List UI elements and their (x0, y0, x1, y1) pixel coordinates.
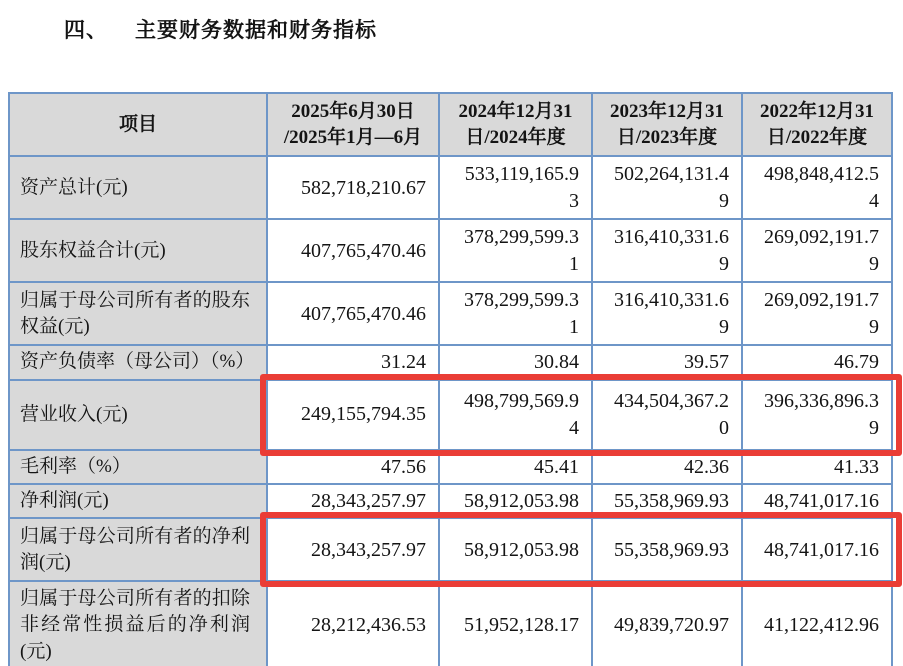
section-title (64, 14, 377, 44)
row-value: 46.79 (742, 345, 892, 379)
financial-data-table (8, 92, 893, 666)
row-label: 股东权益合计(元) (9, 219, 267, 282)
row-value: 41,122,412.96 (742, 581, 892, 666)
table-row (9, 156, 892, 219)
row-value: 55,358,969.93 (592, 484, 742, 518)
row-label: 营业收入(元) (9, 380, 267, 450)
table-row (9, 345, 892, 379)
column-header-period (267, 93, 439, 156)
row-value: 502,264,131.49 (592, 156, 742, 219)
row-value: 42.36 (592, 450, 742, 484)
row-label: 归属于母公司所有者的扣除非经常性损益后的净利润(元) (9, 581, 267, 666)
period-line-1: 2024年12月31 (458, 101, 573, 122)
row-value: 47.56 (267, 450, 439, 484)
row-label: 归属于母公司所有者的股东权益(元) (9, 282, 267, 345)
row-value: 28,343,257.97 (267, 518, 439, 581)
column-header-period (439, 93, 592, 156)
row-label: 资产负债率（母公司）（%） (9, 345, 267, 379)
row-label: 毛利率（%） (9, 450, 267, 484)
row-value: 51,952,128.17 (439, 581, 592, 666)
table-row (9, 581, 892, 666)
table-header-row (9, 93, 892, 156)
row-value: 582,718,210.67 (267, 156, 439, 219)
row-value: 30.84 (439, 345, 592, 379)
column-header-period (592, 93, 742, 156)
period-line-2: /2025年1月—6月 (283, 126, 423, 148)
row-value: 269,092,191.79 (742, 282, 892, 345)
row-value: 396,336,896.39 (742, 380, 892, 450)
column-header-item: 项目 (9, 93, 267, 156)
row-value: 41.33 (742, 450, 892, 484)
row-value: 39.57 (592, 345, 742, 379)
period-line-1: 2022年12月31 (759, 101, 874, 122)
row-value: 407,765,470.46 (267, 219, 439, 282)
column-header-period (742, 93, 892, 156)
row-value: 49,839,720.97 (592, 581, 742, 666)
table-header (9, 93, 892, 156)
table-row (9, 518, 892, 581)
row-value: 533,119,165.93 (439, 156, 592, 219)
table-row (9, 282, 892, 345)
period-line-1: 2025年6月30日 (291, 101, 415, 122)
row-value: 28,212,436.53 (267, 581, 439, 666)
row-value: 378,299,599.31 (439, 282, 592, 345)
section-title-text: 主要财务数据和财务指标 (135, 18, 377, 42)
row-value: 498,799,569.94 (439, 380, 592, 450)
table-row (9, 219, 892, 282)
period-line-2: 日/2022年度 (766, 126, 868, 148)
row-value: 498,848,412.54 (742, 156, 892, 219)
row-value: 407,765,470.46 (267, 282, 439, 345)
row-value: 269,092,191.79 (742, 219, 892, 282)
section-number: 四、 (64, 18, 108, 42)
row-value: 48,741,017.16 (742, 518, 892, 581)
table-row (9, 484, 892, 518)
period-line-2: 日/2024年度 (465, 126, 566, 148)
row-value: 55,358,969.93 (592, 518, 742, 581)
row-value: 58,912,053.98 (439, 518, 592, 581)
row-value: 48,741,017.16 (742, 484, 892, 518)
row-value: 45.41 (439, 450, 592, 484)
row-value: 316,410,331.69 (592, 282, 742, 345)
table-row (9, 380, 892, 450)
row-value: 58,912,053.98 (439, 484, 592, 518)
row-value: 378,299,599.31 (439, 219, 592, 282)
period-line-2: 日/2023年度 (616, 126, 718, 148)
row-value: 31.24 (267, 345, 439, 379)
row-label: 归属于母公司所有者的净利润(元) (9, 518, 267, 581)
row-value: 249,155,794.35 (267, 380, 439, 450)
row-value: 28,343,257.97 (267, 484, 439, 518)
row-value: 316,410,331.69 (592, 219, 742, 282)
table-body (9, 156, 892, 666)
period-line-1: 2023年12月31 (609, 101, 724, 122)
row-label: 净利润(元) (9, 484, 267, 518)
row-value: 434,504,367.20 (592, 380, 742, 450)
row-label: 资产总计(元) (9, 156, 267, 219)
table-row (9, 450, 892, 484)
